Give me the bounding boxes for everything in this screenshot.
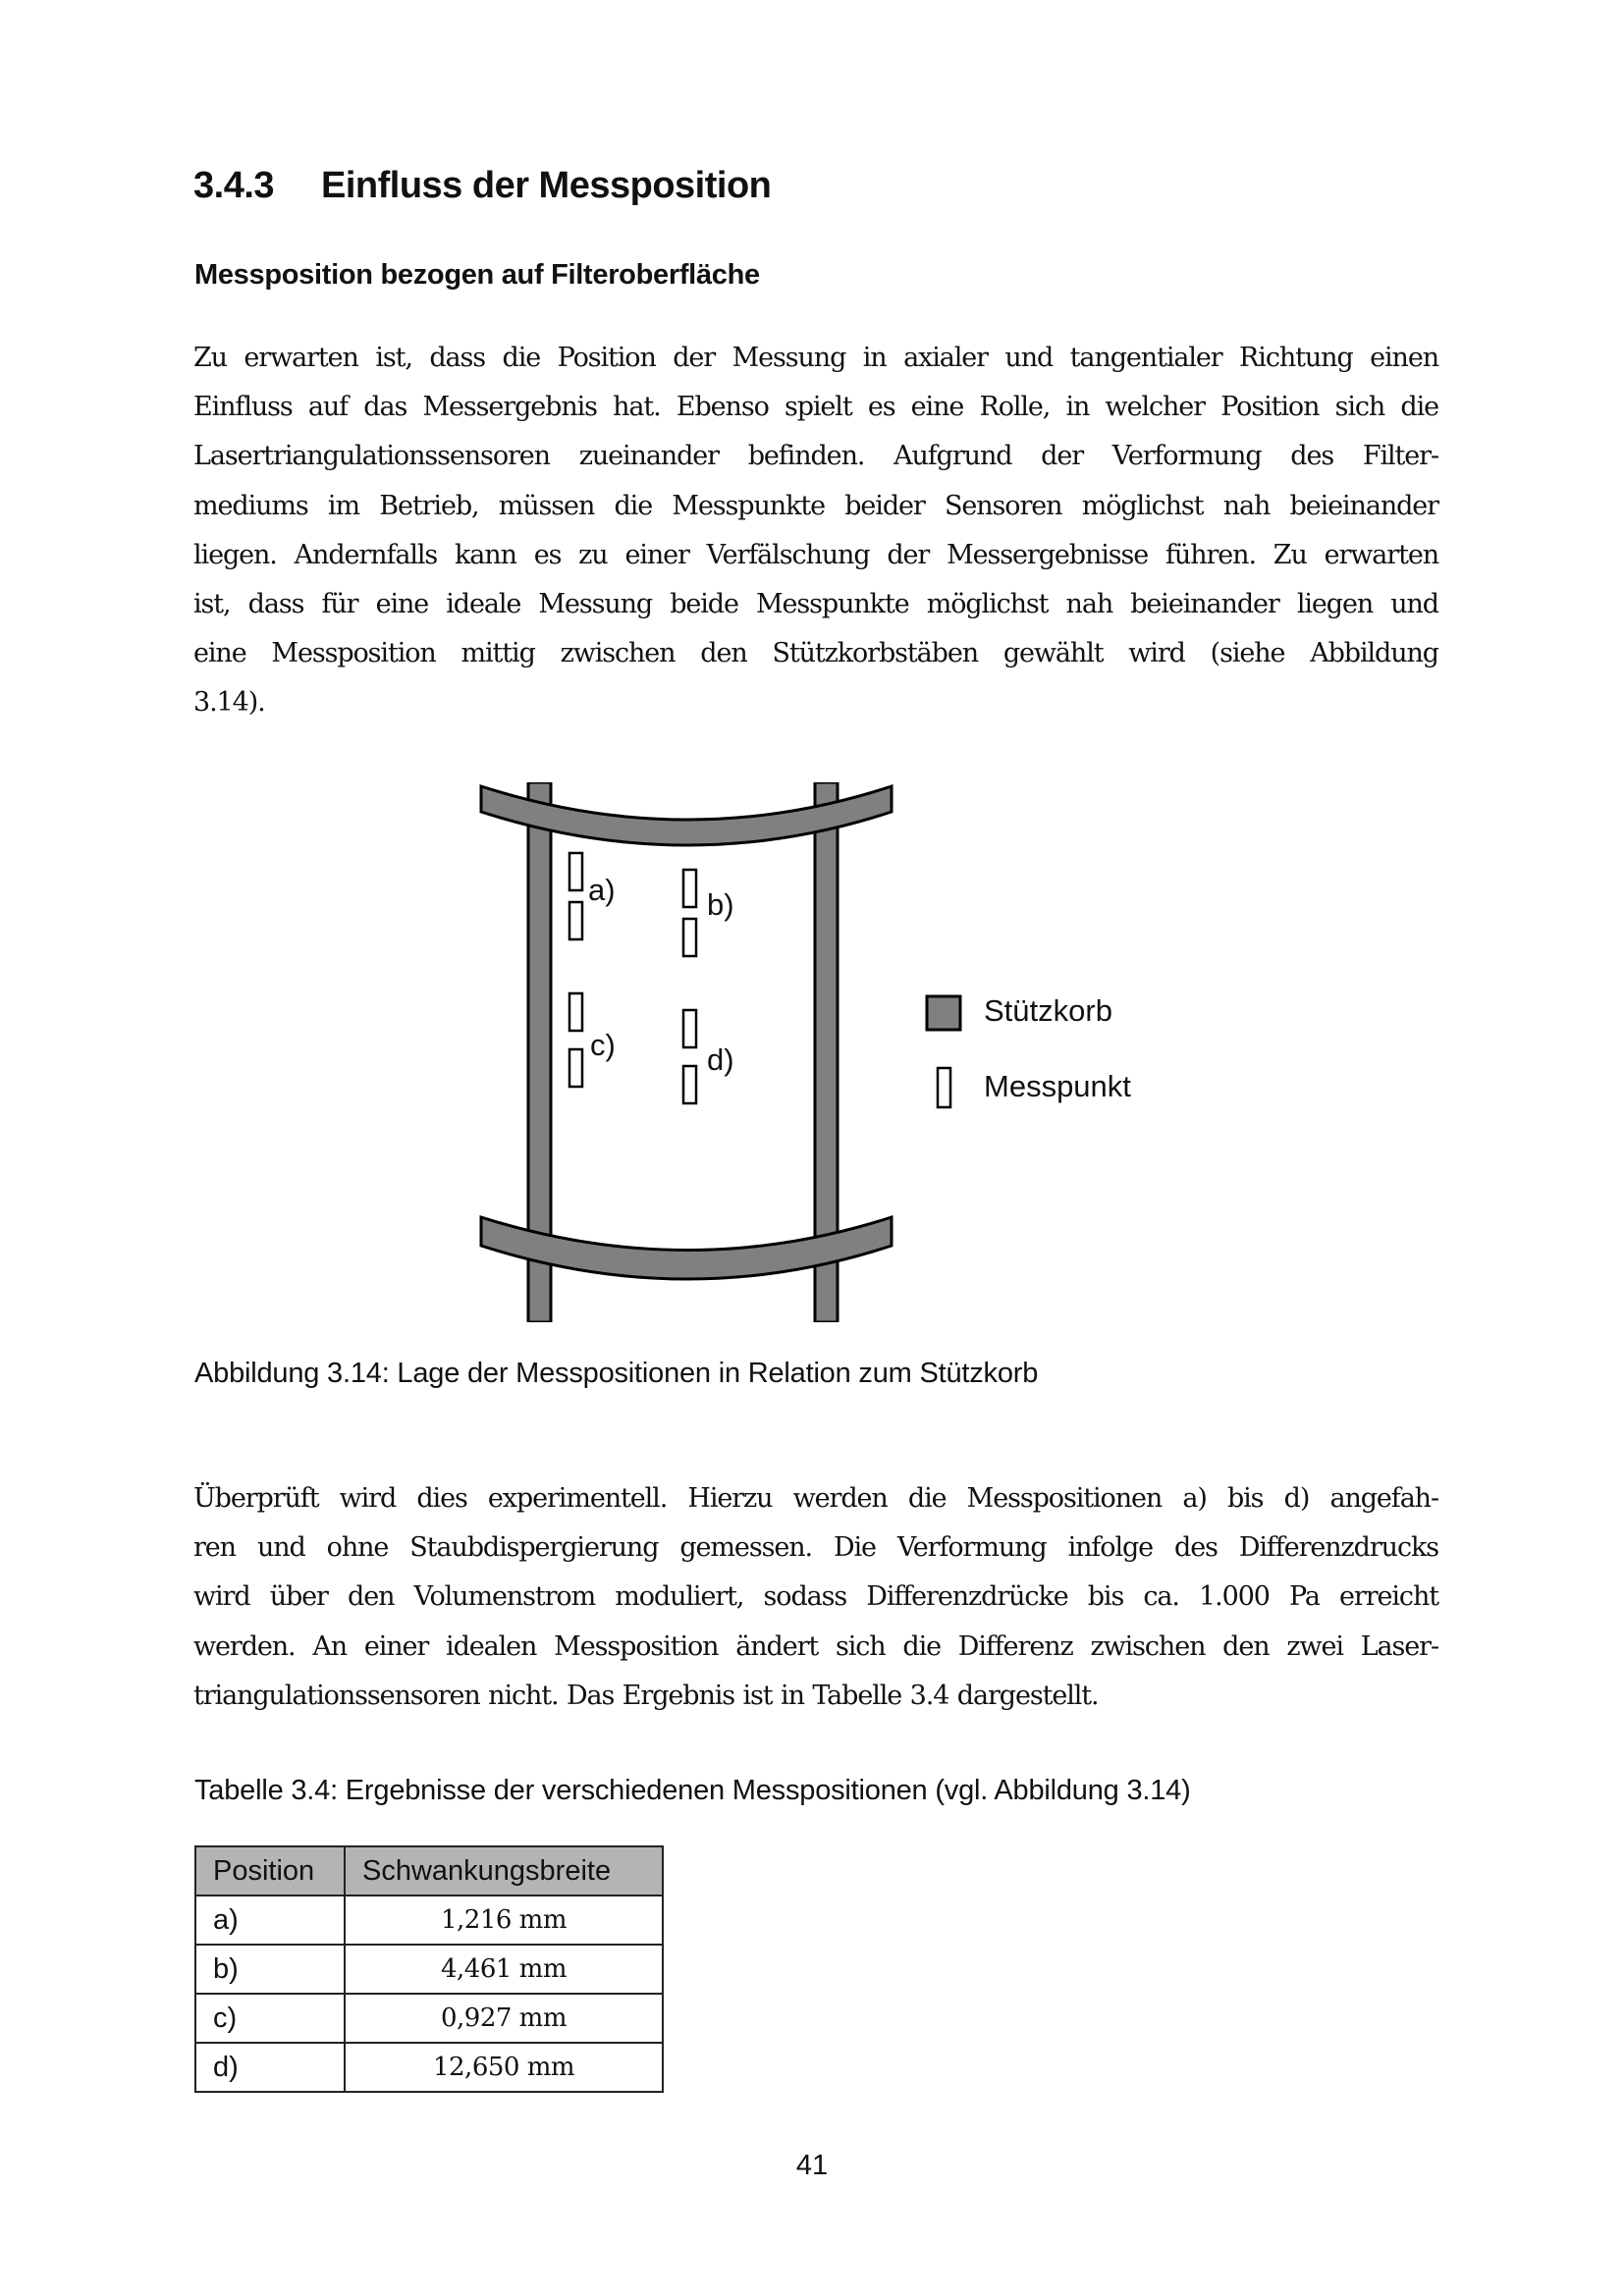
legend-point-label: Messpunkt xyxy=(984,1069,1131,1103)
paragraph-2 xyxy=(193,1474,1438,1721)
table-row xyxy=(195,1896,663,1945)
cell-value: 12,650 mm xyxy=(345,2043,663,2092)
measurement-point-d1 xyxy=(683,1010,696,1047)
text-line: triangulationssensoren nicht. Das Ergebnis ist in Tabelle 3.4 dargestellt. xyxy=(193,1680,1099,1711)
text-line: liegen. Andernfalls kann es zu einer Verfälschung der Messergebnisse führen. Zu erwarten xyxy=(193,539,1438,570)
figure-support-basket-diagram xyxy=(479,782,1196,1322)
legend-point-swatch-icon xyxy=(938,1068,950,1107)
text-line: ist, dass für eine ideale Messung beide Messpunkte möglichst nah beieinander liegen und xyxy=(193,589,1438,620)
text-line: werden. An einer idealen Messposition ändert sich die Differenz zwischen den zwei Laser- xyxy=(193,1630,1438,1662)
measurement-point-c2 xyxy=(569,1049,582,1087)
text-line: 3.14). xyxy=(193,687,265,719)
legend-support-label: Stützkorb xyxy=(984,993,1112,1028)
measurement-point-b1 xyxy=(683,870,696,907)
cell-value: 0,927 mm xyxy=(345,1994,663,2043)
column-header-position: Position xyxy=(195,1846,345,1896)
text-line: Einfluss auf das Messergebnis hat. Ebenso spielt es eine Rolle, in welcher Position sich die xyxy=(193,392,1438,423)
legend-support-swatch-icon xyxy=(927,996,960,1030)
text-line: mediums im Betrieb, müssen die Messpunkte beider Sensoren möglichst nah beieinander xyxy=(193,490,1438,521)
measurement-point-d2 xyxy=(683,1066,696,1103)
section-number: 3.4.3 xyxy=(193,165,275,206)
paragraph-1 xyxy=(193,334,1438,728)
section-title: Einfluss der Messposition xyxy=(321,165,772,206)
text-line: Überprüft wird dies experimentell. Hierzu werden die Messpositionen a) bis d) angefah- xyxy=(193,1483,1438,1514)
figure-caption: Abbildung 3.14: Lage der Messpositionen in Relation zum Stützkorb xyxy=(194,1358,1039,1389)
table-row xyxy=(195,1994,663,2043)
column-header-fluctuation: Schwankungsbreite xyxy=(345,1846,663,1896)
measurement-point-a2 xyxy=(569,902,582,939)
support-basket-drawing xyxy=(479,782,1196,1322)
table-caption: Tabelle 3.4: Ergebnisse der verschiedenen Messpositionen (vgl. Abbildung 3.14) xyxy=(194,1775,1191,1806)
page-number: 41 xyxy=(795,2150,829,2181)
text-line: ren und ohne Staubdispergierung gemessen. Die Verformung infolge des Differenzdrucks xyxy=(193,1532,1438,1564)
measurement-point-b2 xyxy=(683,919,696,956)
text-line: Lasertriangulationssensoren zueinander befinden. Aufgrund der Verformung des Filter- xyxy=(193,441,1438,472)
cell-position: b) xyxy=(195,1945,345,1994)
table-row xyxy=(195,2043,663,2092)
text-line: eine Messposition mittig zwischen den Stützkorbstäben gewählt wird (siehe Abbildung xyxy=(193,638,1438,669)
cell-position: a) xyxy=(195,1896,345,1945)
table-row xyxy=(195,1945,663,1994)
cell-position: d) xyxy=(195,2043,345,2092)
cell-value: 4,461 mm xyxy=(345,1945,663,1994)
text-line: wird über den Volumenstrom moduliert, sodass Differenzdrücke bis ca. 1.000 Pa erreicht xyxy=(193,1581,1438,1613)
table-header-row xyxy=(195,1846,663,1896)
cell-position: c) xyxy=(195,1994,345,2043)
results-table xyxy=(194,1845,664,2093)
subsection-heading: Messposition bezogen auf Filteroberfläche xyxy=(194,259,760,291)
measurement-point-c1 xyxy=(569,993,582,1031)
section-heading xyxy=(193,165,771,207)
text-line: Zu erwarten ist, dass die Position der Messung in axialer und tangentialer Richtung einen xyxy=(193,343,1438,373)
label-position-b: b) xyxy=(707,887,734,922)
label-position-c: c) xyxy=(590,1028,616,1062)
label-position-a: a) xyxy=(588,873,616,907)
measurement-point-a1 xyxy=(569,853,582,890)
label-position-d: d) xyxy=(707,1042,734,1077)
cell-value: 1,216 mm xyxy=(345,1896,663,1945)
